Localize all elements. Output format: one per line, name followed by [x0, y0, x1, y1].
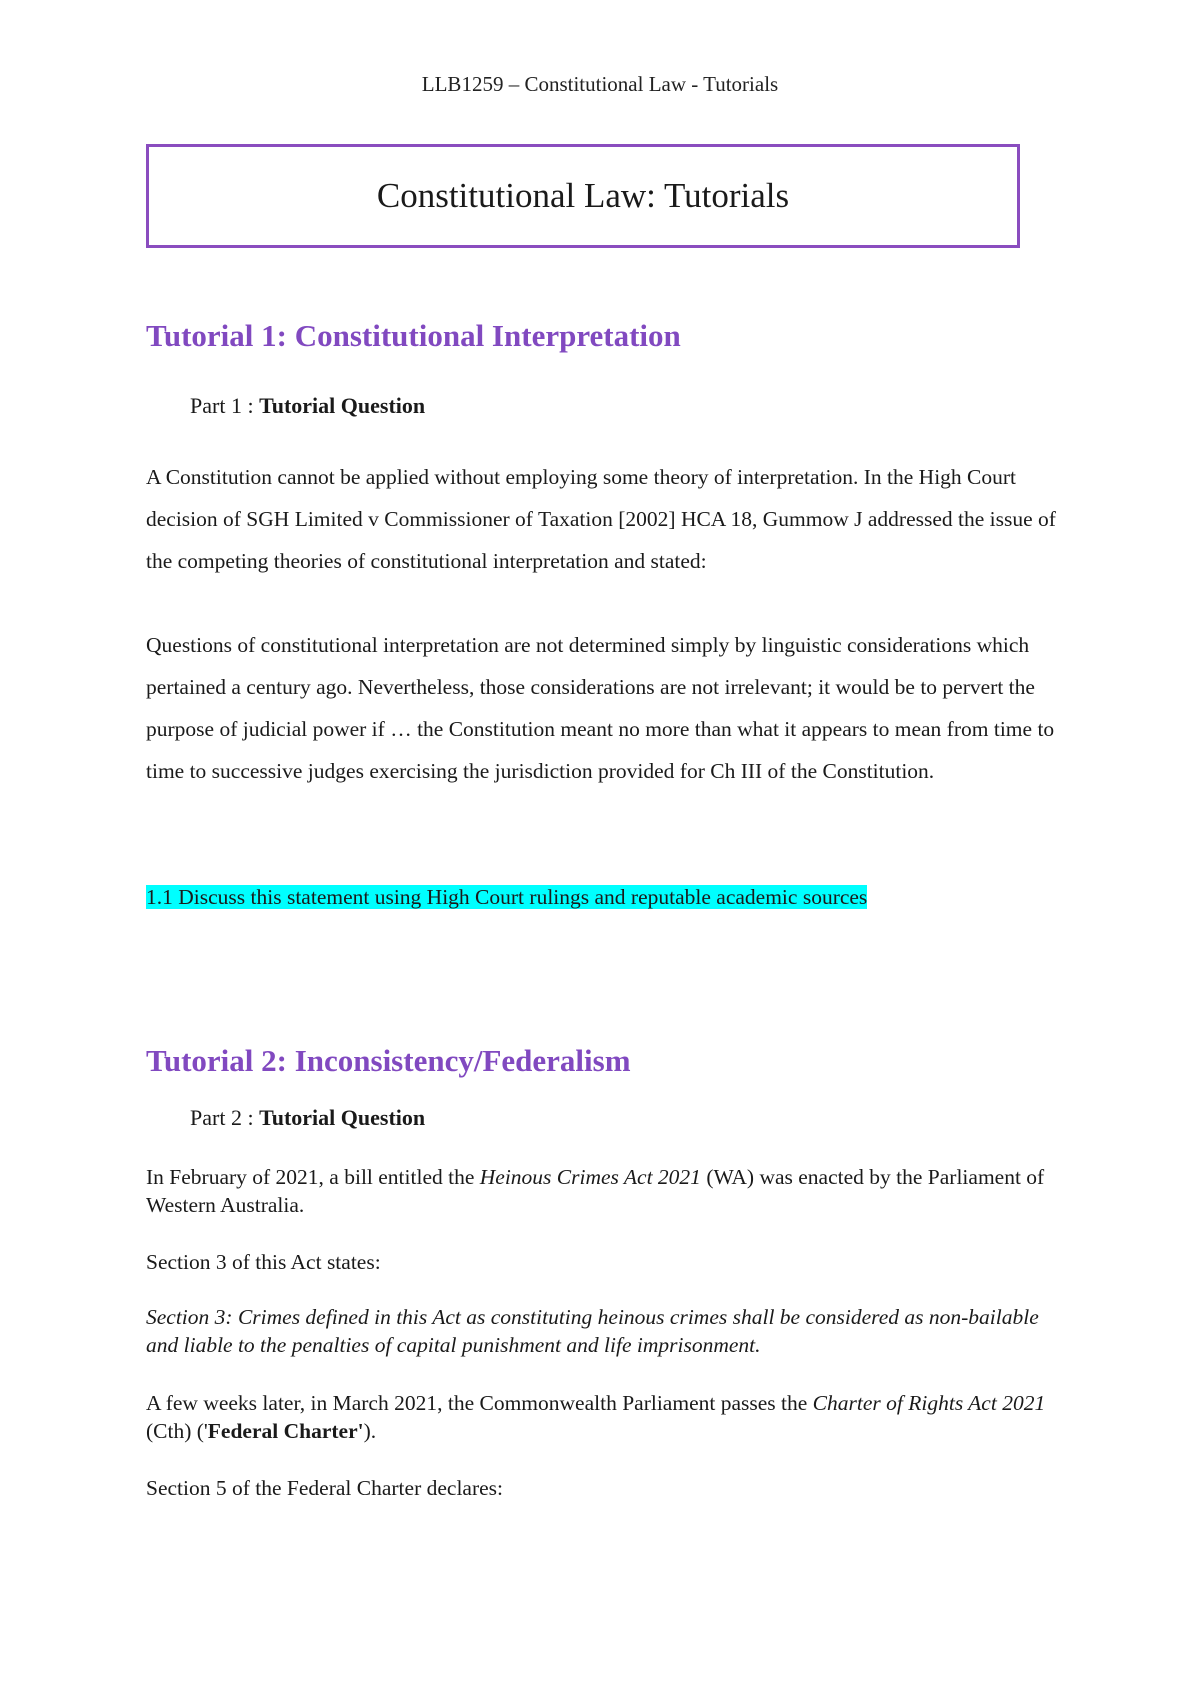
part-title: Tutorial Question: [259, 1105, 426, 1130]
tutorial-2-paragraph-1: [146, 1163, 1066, 1219]
text: In February of 2021, a bill entitled the: [146, 1165, 480, 1189]
tutorial-1-part-heading: [190, 393, 425, 419]
text: ).: [363, 1419, 377, 1443]
act-name: Charter of Rights Act 2021: [812, 1391, 1046, 1415]
part-label: Part 2 :: [190, 1105, 260, 1130]
title-box: [146, 144, 1020, 248]
act-name: Heinous Crimes Act 2021: [479, 1165, 701, 1189]
tutorial-1-intro: A Constitution cannot be applied without employing some theory of interpretation. In the High Court decision of SGH Limited v Commissioner of Taxation [2002] HCA 18, Gummow J addressed the issue of the competing theories of constitutional interpretation and stated:: [146, 465, 1056, 573]
tutorial-2-paragraph-4: Section 5 of the Federal Charter declares:: [146, 1476, 503, 1500]
gummow-quote: Questions of constitutional interpretation are not determined simply by linguistic considerations which pertained a century ago. Nevertheless, those considerations are not irrelevant; it would be to pervert the purpose of judicial power if … the Constitution meant no more than what it appears to mean from time to time to successive judges exercising the jurisdiction provided for Ch III of the Constitution.: [146, 633, 1055, 783]
tutorial-2-part-heading: [190, 1105, 425, 1131]
part-title: Tutorial Question: [259, 393, 426, 418]
text: A few weeks later, in March 2021, the Commonwealth Parliament passes the: [146, 1391, 813, 1415]
tutorial-1-question: [146, 885, 867, 910]
highlighted-question: 1.1 Discuss this statement using High Court rulings and reputable academic sources: [146, 885, 868, 909]
tutorial-1-heading: Tutorial 1: Constitutional Interpretation: [146, 318, 681, 353]
document-title: Constitutional Law: Tutorials: [376, 176, 790, 215]
tutorial-2-heading: Tutorial 2: Inconsistency/Federalism: [146, 1043, 631, 1078]
tutorial-2-paragraph-3: [146, 1389, 1066, 1445]
text: (WA) was enacted by the Parliament of Western Australia.: [146, 1165, 1045, 1217]
part-label: Part 1 :: [190, 393, 260, 418]
text: (Cth) (': [146, 1419, 208, 1443]
tutorial-2-paragraph-2: Section 3 of this Act states:: [146, 1250, 381, 1274]
section-3-text: Section 3: Crimes defined in this Act as constituting heinous crimes shall be considered as non-bailable and liable to the penalties of capital punishment and life imprisonment.: [146, 1305, 1039, 1357]
running-header: LLB1259 – Constitutional Law - Tutorials: [421, 72, 779, 96]
short-title: Federal Charter': [207, 1419, 364, 1443]
